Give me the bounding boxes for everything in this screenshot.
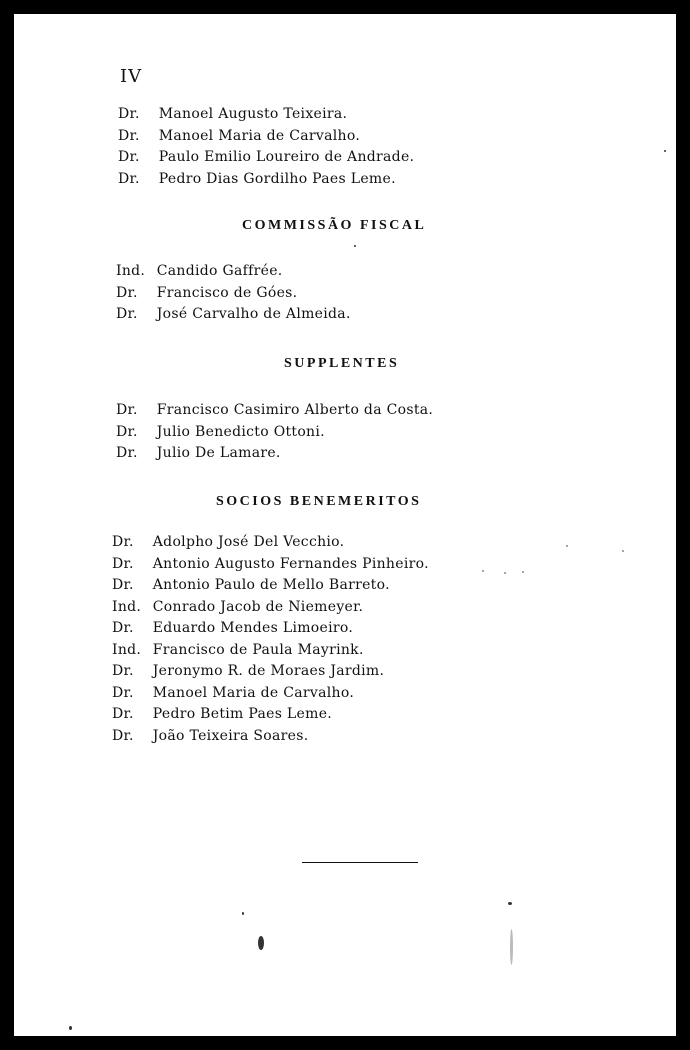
ink-speck <box>354 245 356 247</box>
member-name: Antonio Paulo de Mello Barreto. <box>152 577 390 593</box>
member-title: Dr. <box>118 170 140 187</box>
commissao-fiscal-list <box>116 261 351 326</box>
page-number: IV <box>120 66 143 87</box>
list-item <box>112 640 429 662</box>
member-title: Dr. <box>112 727 134 744</box>
supplentes-heading: SUPPLENTES <box>284 356 400 371</box>
list-item <box>112 532 429 554</box>
member-name: Francisco Casimiro Alberto da Costa. <box>156 402 434 418</box>
ink-speck <box>69 1026 72 1030</box>
member-name: Conrado Jacob de Niemeyer. <box>152 598 364 615</box>
list-item <box>118 126 414 148</box>
list-item <box>116 400 433 422</box>
list-item <box>112 554 429 576</box>
member-title: Dr. <box>118 149 140 165</box>
member-name: Francisco de Paula Mayrink. <box>152 641 364 658</box>
socios-benemeritos-list <box>112 532 429 747</box>
member-title: Dr. <box>116 306 138 322</box>
ink-speck <box>482 570 484 572</box>
ink-speck <box>522 571 524 573</box>
member-title: Dr. <box>112 706 134 722</box>
member-name: Pedro Dias Gordilho Paes Leme. <box>158 170 396 187</box>
member-name: Manoel Augusto Teixeira. <box>158 106 348 122</box>
ink-speck <box>504 572 506 574</box>
list-item <box>112 683 429 705</box>
member-title: Ind. <box>112 598 142 615</box>
supplentes-list <box>116 400 433 465</box>
member-name: Francisco de Góes. <box>156 284 298 301</box>
member-title: Dr. <box>116 284 138 301</box>
member-name: Paulo Emilio Loureiro de Andrade. <box>158 149 415 165</box>
member-name: Julio De Lamare. <box>156 445 281 461</box>
ink-speck <box>622 550 624 552</box>
member-title: Dr. <box>112 684 134 701</box>
member-title: Dr. <box>112 555 134 572</box>
member-title: Dr. <box>116 423 138 440</box>
list-item <box>116 304 351 326</box>
list-item <box>112 575 429 597</box>
member-title: Dr. <box>112 663 134 679</box>
member-title: Dr. <box>112 620 134 636</box>
member-name: Adolpho José Del Vecchio. <box>152 534 345 550</box>
member-title: Ind. <box>112 641 142 658</box>
member-name: Julio Benedicto Ottoni. <box>156 423 325 440</box>
ink-speck <box>566 545 568 547</box>
list-item <box>118 104 414 126</box>
list-item <box>116 422 433 444</box>
list-item <box>112 726 429 748</box>
list-item <box>112 597 429 619</box>
list-item <box>116 261 351 283</box>
list-item <box>112 661 429 683</box>
closing-rule <box>302 862 418 863</box>
member-name: Manoel Maria de Carvalho. <box>152 684 355 701</box>
ink-speck <box>508 902 512 905</box>
list-item <box>116 443 433 465</box>
commissao-fiscal-heading: COMMISSÃO FISCAL <box>242 218 427 233</box>
list-item <box>112 618 429 640</box>
member-name: Pedro Betim Paes Leme. <box>152 706 333 722</box>
list-item <box>112 704 429 726</box>
member-title: Dr. <box>116 445 138 461</box>
list-item <box>118 147 414 169</box>
directors-list <box>118 104 414 190</box>
ink-speck <box>258 936 264 950</box>
member-title: Dr. <box>112 577 134 593</box>
member-title: Dr. <box>116 402 138 418</box>
list-item <box>116 283 351 305</box>
member-name: João Teixeira Soares. <box>152 727 309 744</box>
socios-benemeritos-heading: SOCIOS BENEMERITOS <box>216 494 422 509</box>
member-name: José Carvalho de Almeida. <box>156 306 351 322</box>
list-item <box>118 169 414 191</box>
ink-speck <box>664 150 666 152</box>
member-name: Manoel Maria de Carvalho. <box>158 127 361 144</box>
ink-speck <box>242 912 244 915</box>
member-title: Dr. <box>118 106 140 122</box>
member-name: Eduardo Mendes Limoeiro. <box>152 620 354 636</box>
member-name: Jeronymo R. de Moraes Jardim. <box>152 663 385 679</box>
member-name: Antonio Augusto Fernandes Pinheiro. <box>152 555 429 572</box>
document-page <box>14 14 676 1036</box>
member-title: Dr. <box>112 534 134 550</box>
member-title: Ind. <box>116 263 146 279</box>
member-name: Candido Gaffrée. <box>156 263 283 279</box>
ink-speck <box>510 929 513 965</box>
member-title: Dr. <box>118 127 140 144</box>
